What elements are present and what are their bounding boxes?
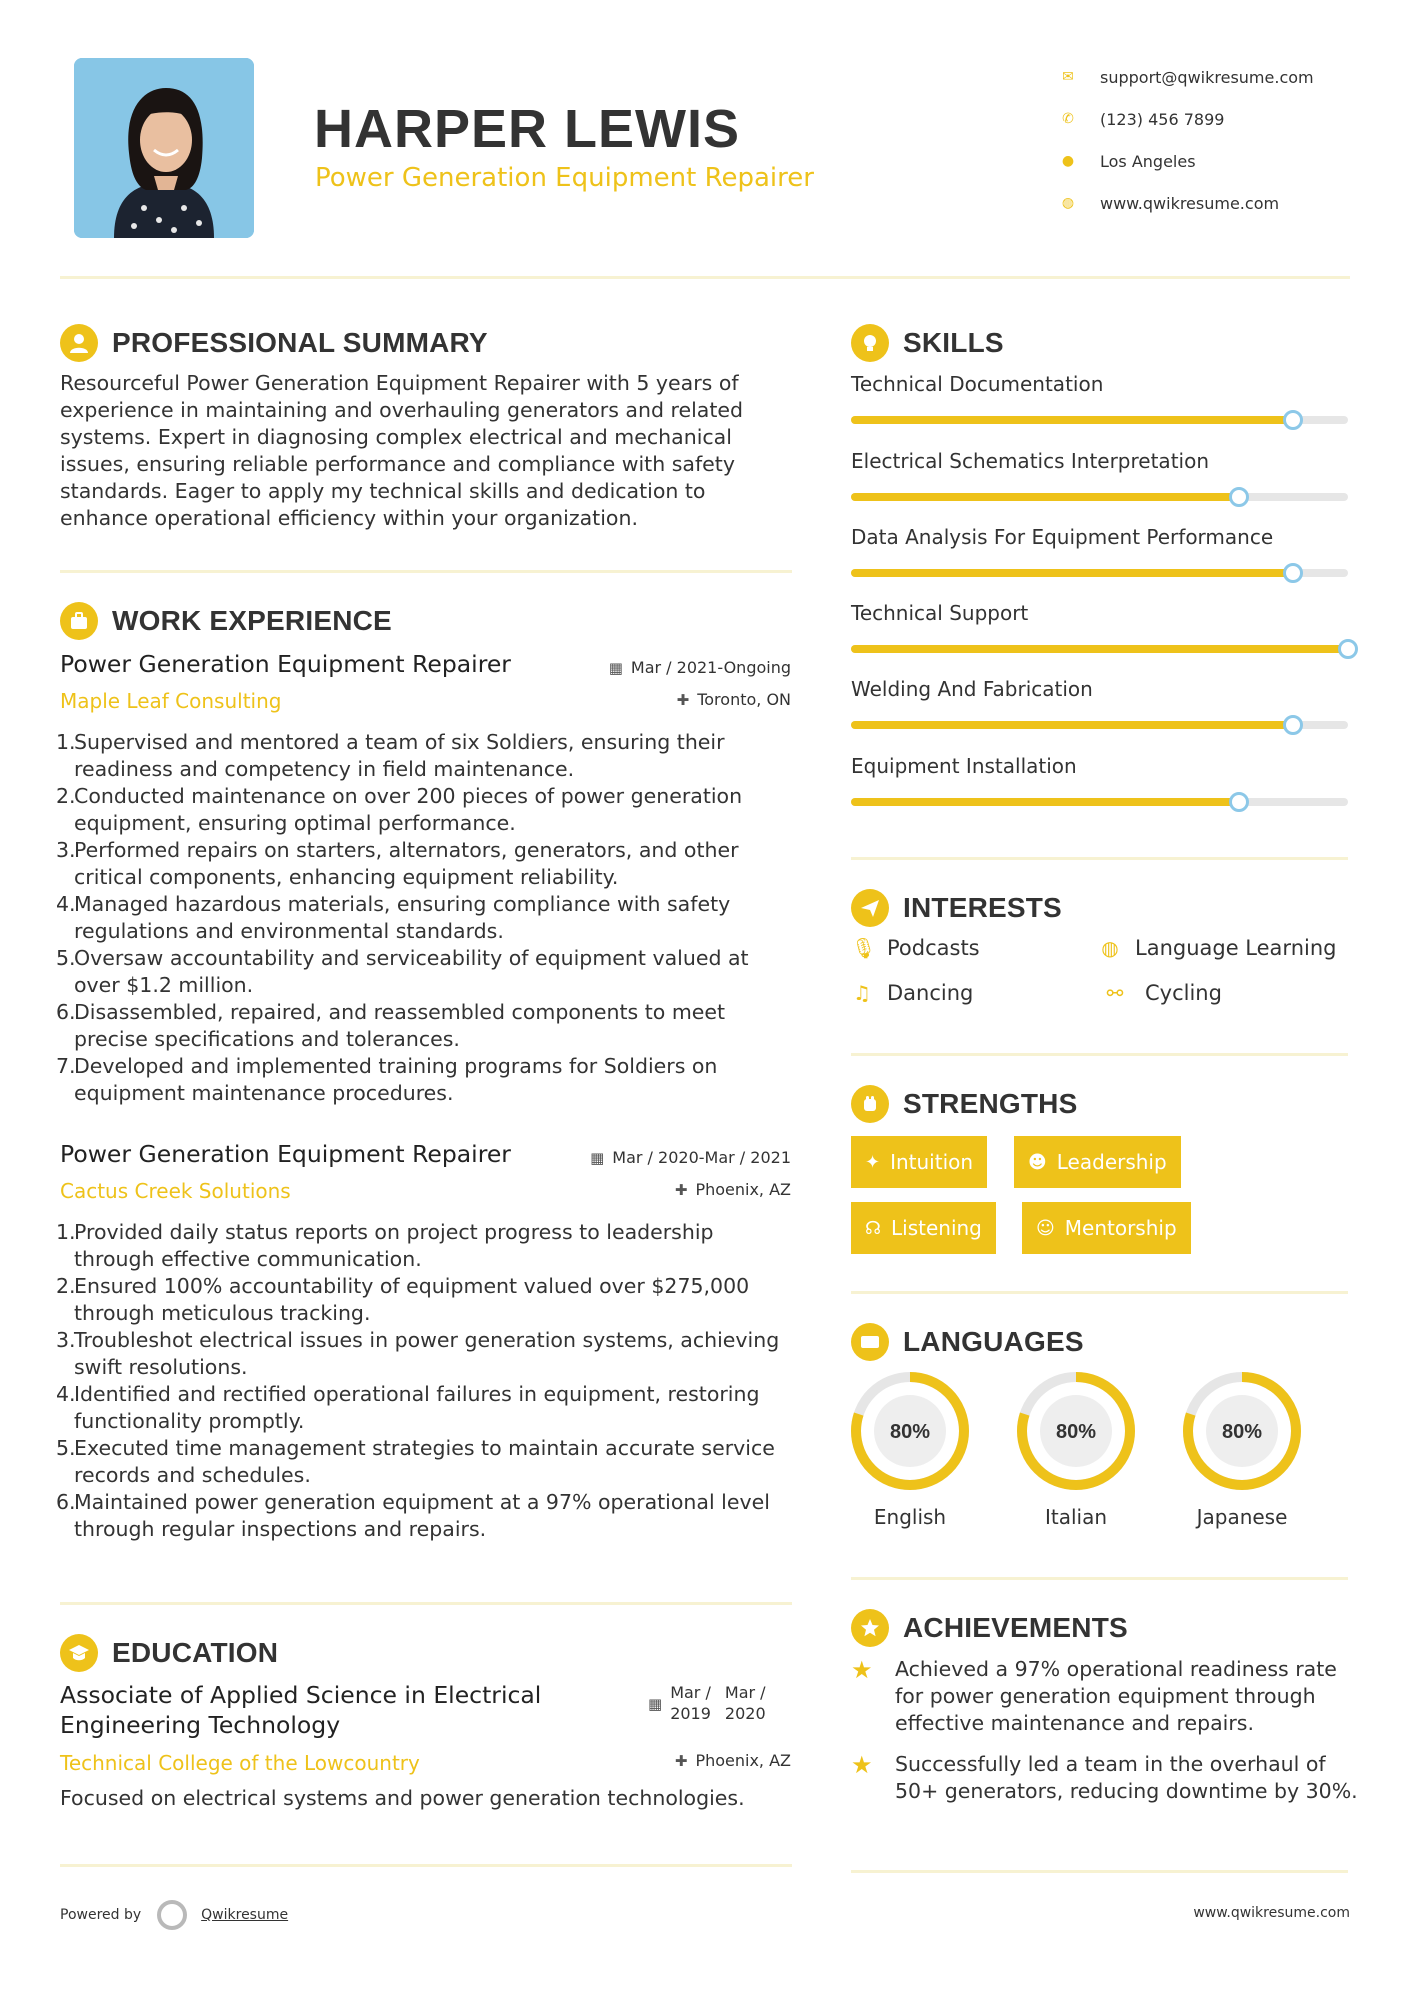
- job-2-bullets: [56, 1219, 796, 1543]
- strengths-heading-text: STRENGTHS: [903, 1088, 1078, 1119]
- education-heading: [60, 1634, 278, 1672]
- headphones-icon: ☊: [865, 1217, 881, 1239]
- job-1-company: Maple Leaf Consulting: [60, 689, 282, 713]
- education-start-year: 2019: [670, 1704, 711, 1723]
- summary-heading-text: PROFESSIONAL SUMMARY: [112, 327, 488, 358]
- calendar-icon: ▦: [590, 1148, 605, 1167]
- job-1-dates: [609, 658, 791, 677]
- summary-divider: [60, 570, 792, 573]
- achievements-heading-text: ACHIEVEMENTS: [903, 1612, 1128, 1643]
- job-1-location: [677, 690, 791, 709]
- education-location-text: Phoenix, AZ: [695, 1751, 791, 1770]
- job-1-title: Power Generation Equipment Repairer: [60, 650, 511, 678]
- pin-icon: ✚: [676, 690, 690, 709]
- skill-bar-knob[interactable]: [1283, 715, 1303, 735]
- contact-website-text: www.qwikresume.com: [1100, 193, 1280, 213]
- envelope-icon: ✉: [1062, 69, 1074, 85]
- user-plus-icon: ☺: [1036, 1217, 1055, 1239]
- strength-label: Mentorship: [1064, 1216, 1177, 1240]
- strengths-divider: [851, 1291, 1348, 1294]
- summary-text: Resourceful Power Generation Equipment Repairer with 5 years of experience in maintaining and overhauling generators and related systems. Expert in diagnosing complex electrical and mechanical issues, ensuring reliable performance and compliance with safety standards. Eager to apply my technical skills and dedication to enhance operational efficiency within your organization.: [60, 371, 743, 530]
- globe-icon: ◍: [1101, 936, 1119, 960]
- contact-phone-text: (123) 456 7899: [1100, 109, 1225, 129]
- strength-badge: [851, 1202, 996, 1254]
- star-badge-icon: [851, 1609, 889, 1647]
- achievement-item: [851, 1751, 1361, 1805]
- list-item: 6. Disassembled, repaired, and reassembled components to meet precise specifications and tolerances.: [56, 999, 796, 1053]
- language-ring: [1180, 1369, 1304, 1493]
- job-2-location-text: Phoenix, AZ: [695, 1180, 791, 1199]
- skill-label: Technical Documentation: [851, 372, 1104, 396]
- job-2-dates-text: Mar / 2020-Mar / 2021: [612, 1148, 791, 1167]
- skill-bar-knob[interactable]: [1229, 487, 1249, 507]
- qwikresume-logo-icon: [157, 1900, 187, 1930]
- interest-item: [1099, 981, 1222, 1005]
- strength-label: Leadership: [1056, 1150, 1167, 1174]
- footer-powered-by: [60, 1900, 288, 1930]
- education-description: Focused on electrical systems and power generation technologies.: [60, 1786, 745, 1810]
- list-item: 6. Maintained power generation equipment at a 97% operational level through regular inspections and repairs.: [56, 1489, 796, 1543]
- work-heading-text: WORK EXPERIENCE: [112, 605, 392, 636]
- strengths-heading: [851, 1085, 1077, 1123]
- candidate-name: HARPER LEWIS: [314, 99, 741, 159]
- strength-label: Intuition: [890, 1150, 974, 1174]
- skill-bar[interactable]: [851, 645, 1348, 653]
- job-1-bullets: [56, 729, 796, 1107]
- job-2-title: Power Generation Equipment Repairer: [60, 1140, 511, 1168]
- globe-icon: ◍: [1061, 195, 1075, 211]
- skill-bar[interactable]: [851, 569, 1348, 577]
- job-1-bullet-3: Performed repairs on starters, alternators, generators, and other critical components, enhancing equipment reliability.: [74, 838, 739, 889]
- language-percent: 80%: [1221, 1421, 1263, 1443]
- education-dates: [648, 1682, 766, 1724]
- job-1-bullet-1: Supervised and mentored a team of six Soldiers, ensuring their readiness and competency in field maintenance.: [74, 730, 725, 781]
- interest-item: [851, 936, 980, 960]
- job-2-bullet-2: Ensured 100% accountability of equipment valued over $275,000 through meticulous tracking.: [74, 1274, 750, 1325]
- skill-bar-knob[interactable]: [1229, 792, 1249, 812]
- strength-badge: [851, 1136, 987, 1188]
- skill-label: Data Analysis For Equipment Performance: [851, 525, 1274, 549]
- skill-bar[interactable]: [851, 721, 1348, 729]
- lightbulb-icon: [851, 324, 889, 362]
- skills-heading-text: SKILLS: [903, 327, 1004, 358]
- skill-bar[interactable]: [851, 416, 1348, 424]
- header-divider: [60, 276, 1350, 279]
- language-name: Italian: [1044, 1505, 1108, 1529]
- skills-heading: [851, 324, 1004, 362]
- contact-phone[interactable]: [1050, 98, 1314, 140]
- graduation-cap-icon: [60, 1634, 98, 1672]
- list-item: 3. Performed repairs on starters, alternators, generators, and other critical components, enhancing equipment reliability.: [56, 837, 796, 891]
- paper-plane-icon: [851, 889, 889, 927]
- list-item: 7. Developed and implemented training programs for Soldiers on equipment maintenance procedures.: [56, 1053, 796, 1107]
- achievements-heading: [851, 1609, 1128, 1647]
- list-item: 3. Troubleshot electrical issues in power generation systems, achieving swift resolutions.: [56, 1327, 796, 1381]
- language-name: Japanese: [1196, 1505, 1288, 1529]
- user-icon: [60, 324, 98, 362]
- strength-badge: [1014, 1136, 1181, 1188]
- achievement-text: Successfully led a team in the overhaul of 50+ generators, reducing downtime by 30%.: [895, 1752, 1358, 1803]
- education-degree: Associate of Applied Science in Electrical Engineering Technology: [60, 1681, 542, 1739]
- skill-bar[interactable]: [851, 493, 1348, 501]
- briefcase-icon: [60, 602, 98, 640]
- skill-label: Electrical Schematics Interpretation: [851, 449, 1209, 473]
- job-2-bullet-5: Executed time management strategies to maintain accurate service records and schedules.: [74, 1436, 775, 1487]
- interest-item: [1099, 936, 1336, 960]
- powered-by-text: Powered by: [60, 1907, 142, 1923]
- skill-bar[interactable]: [851, 798, 1348, 806]
- language-item: [848, 1369, 972, 1529]
- strength-badge: [1022, 1202, 1191, 1254]
- interest-item: [851, 981, 973, 1005]
- skill-bar-knob[interactable]: [1283, 410, 1303, 430]
- achievement-text: Achieved a 97% operational readiness rate for power generation equipment through effective maintenance and repairs.: [895, 1657, 1337, 1735]
- contact-list: [1050, 56, 1314, 224]
- job-1-location-text: Toronto, ON: [697, 690, 791, 709]
- languages-divider: [851, 1577, 1348, 1580]
- job-1-bullet-2: Conducted maintenance on over 200 pieces of power generation equipment, ensuring optimal performance.: [74, 784, 743, 835]
- achievements-divider: [851, 1870, 1348, 1873]
- achievement-item: [851, 1656, 1361, 1737]
- users-icon: ☻: [1028, 1151, 1047, 1173]
- language-ring: [1014, 1369, 1138, 1493]
- work-divider: [60, 1602, 792, 1605]
- interests-divider: [851, 1053, 1348, 1056]
- list-item: 5. Oversaw accountability and serviceability of equipment valued at over $1.2 million.: [56, 945, 796, 999]
- job-1-bullet-7: Developed and implemented training programs for Soldiers on equipment maintenance procedures.: [74, 1054, 718, 1105]
- skills-divider: [851, 857, 1348, 860]
- calendar-icon: ▦: [608, 658, 623, 677]
- job-2-bullet-3: Troubleshot electrical issues in power generation systems, achieving swift resolutions.: [74, 1328, 780, 1379]
- language-item: [1014, 1369, 1138, 1529]
- profile-photo-illustration: [74, 58, 254, 238]
- magic-wand-icon: ✦: [865, 1151, 881, 1173]
- list-item: 1. Provided daily status reports on project progress to leadership through effective communication.: [56, 1219, 796, 1273]
- microphone-icon: 🎙: [851, 936, 877, 960]
- language-card-icon: [851, 1323, 889, 1361]
- profile-photo: [74, 58, 254, 238]
- job-1-dates-text: Mar / 2021-Ongoing: [630, 658, 791, 677]
- skill-bar-fill: [851, 721, 1293, 729]
- job-2-location: [675, 1180, 791, 1199]
- candidate-title: Power Generation Equipment Repairer: [315, 163, 814, 193]
- contact-location-text: Los Angeles: [1100, 151, 1196, 171]
- education-divider: [60, 1864, 792, 1867]
- languages-heading: [851, 1323, 1084, 1361]
- music-note-icon: ♫: [853, 981, 871, 1005]
- contact-location: [1050, 140, 1314, 182]
- list-item: 4. Identified and rectified operational failures in equipment, restoring functionality promptly.: [56, 1381, 796, 1435]
- skill-bar-fill: [851, 493, 1239, 501]
- bicycle-icon: ⚯: [1106, 981, 1124, 1005]
- languages-heading-text: LANGUAGES: [903, 1326, 1084, 1357]
- language-percent: 80%: [889, 1421, 931, 1443]
- contact-email[interactable]: [1050, 56, 1314, 98]
- interest-label: Language Learning: [1135, 936, 1337, 960]
- skill-bar-knob[interactable]: [1338, 639, 1358, 659]
- job-2-bullet-6: Maintained power generation equipment at a 97% operational level through regular inspections and repairs.: [74, 1490, 770, 1541]
- interest-label: Cycling: [1145, 981, 1222, 1005]
- contact-website[interactable]: [1050, 182, 1314, 224]
- list-item: 5. Executed time management strategies to maintain accurate service records and schedules.: [56, 1435, 796, 1489]
- work-heading: [60, 602, 392, 640]
- list-item: 2. Ensured 100% accountability of equipment valued over $275,000 through meticulous tracking.: [56, 1273, 796, 1327]
- list-item: 2. Conducted maintenance on over 200 pieces of power generation equipment, ensuring optimal performance.: [56, 783, 796, 837]
- education-location: [675, 1751, 791, 1770]
- fist-icon: [851, 1085, 889, 1123]
- contact-email-text: support@qwikresume.com: [1100, 67, 1314, 87]
- job-2-dates: [590, 1148, 791, 1167]
- job-1-bullet-5: Oversaw accountability and serviceability of equipment valued at over $1.2 million.: [74, 946, 749, 997]
- skill-bar-fill: [851, 645, 1348, 653]
- skill-label: Welding And Fabrication: [851, 677, 1093, 701]
- interest-label: Podcasts: [887, 936, 980, 960]
- job-2-bullet-4: Identified and rectified operational failures in equipment, restoring functionality promptly.: [74, 1382, 760, 1433]
- skill-bar-knob[interactable]: [1283, 563, 1303, 583]
- education-heading-text: EDUCATION: [112, 1637, 279, 1668]
- interest-label: Dancing: [887, 981, 974, 1005]
- job-1-bullet-4: Managed hazardous materials, ensuring compliance with safety regulations and environmental standards.: [74, 892, 731, 943]
- job-2-bullet-1: Provided daily status reports on project progress to leadership through effective communication.: [74, 1220, 714, 1271]
- calendar-icon: ▦: [648, 1695, 663, 1713]
- footer-url[interactable]: www.qwikresume.com: [1193, 1905, 1350, 1921]
- interests-heading: [851, 889, 1062, 927]
- list-item: 4. Managed hazardous materials, ensuring compliance with safety regulations and environmental standards.: [56, 891, 796, 945]
- language-item: [1180, 1369, 1304, 1529]
- education-end: [725, 1682, 766, 1724]
- strength-label: Listening: [891, 1216, 982, 1240]
- language-name: English: [873, 1505, 947, 1529]
- qwikresume-link[interactable]: Qwikresume: [201, 1907, 289, 1923]
- star-icon: ★: [851, 1656, 873, 1684]
- skill-label: Technical Support: [851, 601, 1029, 625]
- summary-heading: [60, 324, 488, 362]
- education-end-year: 2020: [724, 1704, 766, 1723]
- skill-label: Equipment Installation: [851, 754, 1077, 778]
- skill-bar-fill: [851, 798, 1239, 806]
- education-end-month: Mar /: [724, 1683, 766, 1702]
- education-start-month: Mar /: [670, 1683, 711, 1702]
- pin-icon: ✚: [674, 1180, 688, 1199]
- job-1-bullet-6: Disassembled, repaired, and reassembled components to meet precise specifications and tolerances.: [74, 1000, 726, 1051]
- job-2-company: Cactus Creek Solutions: [60, 1179, 291, 1203]
- skill-bar-fill: [851, 569, 1293, 577]
- education-start: [670, 1682, 711, 1724]
- location-pin-icon: ●: [1061, 153, 1075, 169]
- pin-icon: ✚: [674, 1751, 688, 1770]
- phone-icon: ✆: [1062, 111, 1074, 127]
- language-percent: 80%: [1055, 1421, 1097, 1443]
- star-icon: ★: [851, 1751, 873, 1779]
- list-item: 1. Supervised and mentored a team of six Soldiers, ensuring their readiness and competency in field maintenance.: [56, 729, 796, 783]
- interests-heading-text: INTERESTS: [903, 892, 1062, 923]
- education-school: Technical College of the Lowcountry: [60, 1751, 420, 1775]
- language-ring: [848, 1369, 972, 1493]
- skill-bar-fill: [851, 416, 1293, 424]
